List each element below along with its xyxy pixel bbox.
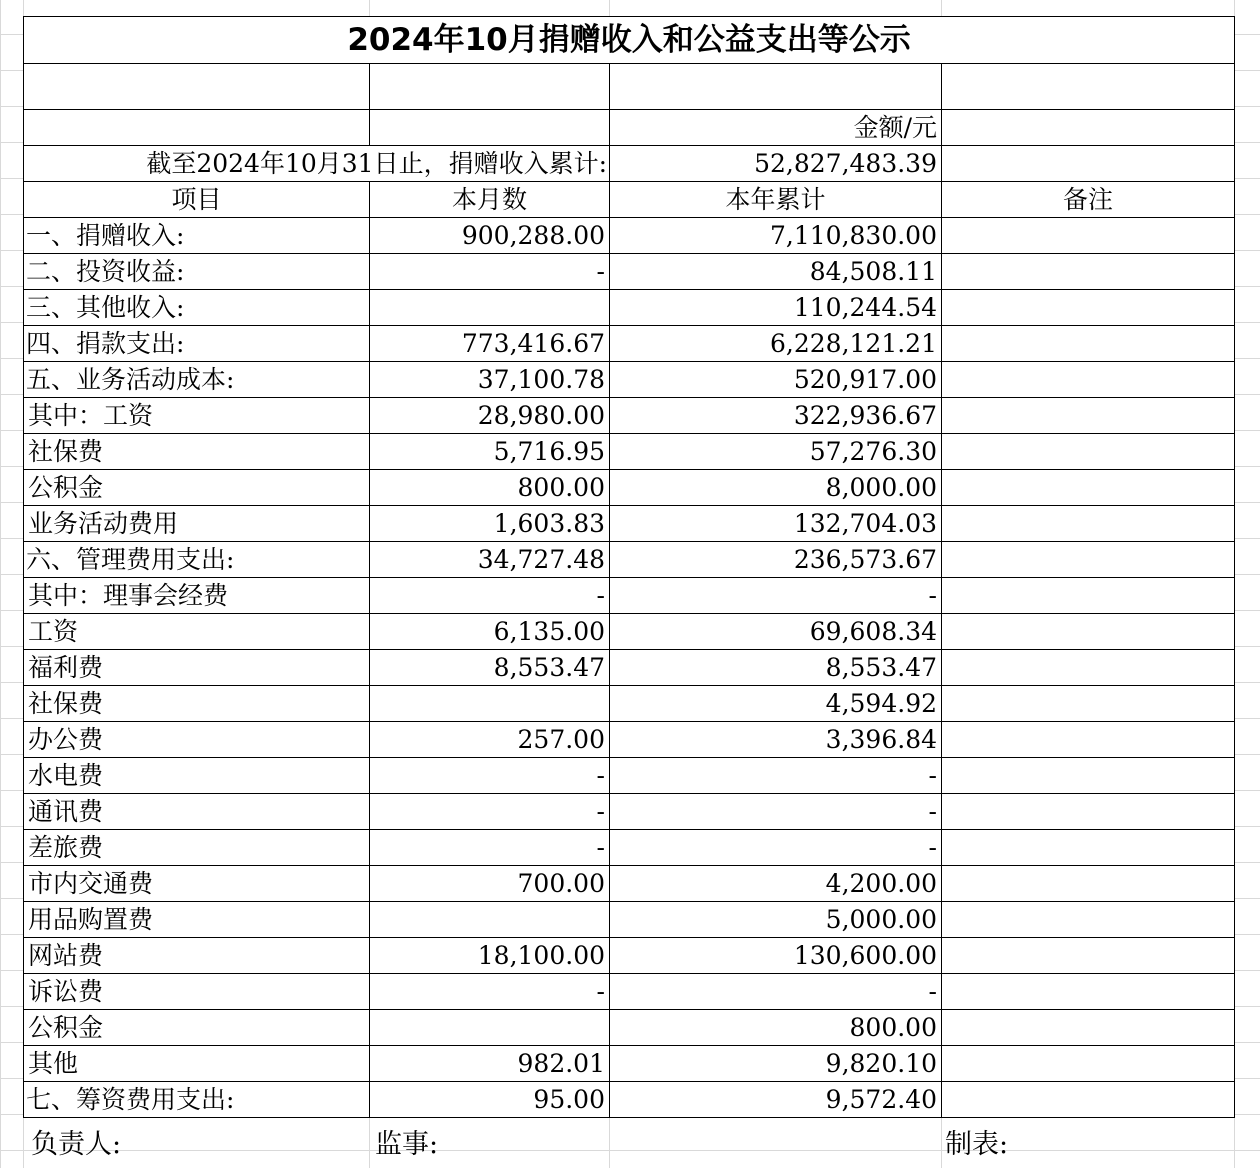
table-row	[24, 326, 1235, 362]
table-row	[24, 650, 1235, 686]
note-cell[interactable]	[942, 362, 1235, 398]
note-cell[interactable]	[942, 1082, 1235, 1118]
table-row	[24, 1046, 1235, 1082]
table-row	[24, 938, 1235, 974]
year-value[interactable]: 4,200.00	[610, 866, 942, 902]
note-cell[interactable]	[942, 1046, 1235, 1082]
table-row	[24, 722, 1235, 758]
month-value[interactable]: 6,135.00	[370, 614, 610, 650]
note-cell[interactable]	[942, 650, 1235, 686]
year-value[interactable]: 9,820.10	[610, 1046, 942, 1082]
table-row	[24, 218, 1235, 254]
month-value[interactable]: 700.00	[370, 866, 610, 902]
note-cell[interactable]	[942, 578, 1235, 614]
supervisor-label[interactable]: 监事:	[375, 1129, 439, 1160]
row-label[interactable]: 福利费	[24, 650, 370, 686]
cell[interactable]	[24, 110, 370, 146]
month-value[interactable]: 1,603.83	[370, 506, 610, 542]
title-row	[24, 17, 1235, 64]
cell[interactable]	[942, 110, 1235, 146]
row-label[interactable]: 差旅费	[24, 830, 370, 866]
table-row	[24, 290, 1235, 326]
note-cell[interactable]	[942, 254, 1235, 290]
month-value[interactable]: -	[370, 254, 610, 290]
table-row	[24, 506, 1235, 542]
cell[interactable]	[370, 110, 610, 146]
header-note[interactable]: 备注	[942, 182, 1235, 218]
cell[interactable]	[942, 64, 1235, 110]
month-value[interactable]: 257.00	[370, 722, 610, 758]
note-cell[interactable]	[942, 326, 1235, 362]
month-value[interactable]: 982.01	[370, 1046, 610, 1082]
report-table	[23, 16, 1235, 1118]
month-value[interactable]: -	[370, 794, 610, 830]
header-month[interactable]: 本月数	[370, 182, 610, 218]
month-value[interactable]	[370, 902, 610, 938]
row-label[interactable]: 办公费	[24, 722, 370, 758]
year-value[interactable]: -	[610, 758, 942, 794]
grid-column-line	[369, 1120, 370, 1168]
year-value[interactable]: 9,572.40	[610, 1082, 942, 1118]
row-label[interactable]: 市内交通费	[24, 866, 370, 902]
table-row	[24, 614, 1235, 650]
table-row	[24, 686, 1235, 722]
note-cell[interactable]	[942, 758, 1235, 794]
note-cell[interactable]	[942, 938, 1235, 974]
note-cell[interactable]	[942, 902, 1235, 938]
year-value[interactable]: 236,573.67	[610, 542, 942, 578]
year-value[interactable]: 8,553.47	[610, 650, 942, 686]
year-value[interactable]: 4,594.92	[610, 686, 942, 722]
row-label[interactable]: 一、捐赠收入:	[24, 218, 370, 254]
year-value[interactable]: 130,600.00	[610, 938, 942, 974]
note-cell[interactable]	[942, 794, 1235, 830]
note-cell[interactable]	[942, 542, 1235, 578]
cell[interactable]	[370, 64, 610, 110]
month-value[interactable]: 37,100.78	[370, 362, 610, 398]
row-label[interactable]: 通讯费	[24, 794, 370, 830]
note-cell[interactable]	[942, 434, 1235, 470]
note-cell[interactable]	[942, 506, 1235, 542]
note-cell[interactable]	[942, 218, 1235, 254]
month-value[interactable]: 28,980.00	[370, 398, 610, 434]
row-label[interactable]: 水电费	[24, 758, 370, 794]
blank-row	[24, 64, 1235, 110]
table-row	[24, 542, 1235, 578]
note-cell[interactable]	[942, 974, 1235, 1010]
year-value[interactable]: 84,508.11	[610, 254, 942, 290]
table-row	[24, 794, 1235, 830]
header-item[interactable]: 项目	[24, 182, 370, 218]
month-value[interactable]: 800.00	[370, 470, 610, 506]
row-label[interactable]: 业务活动费用	[24, 506, 370, 542]
report-title[interactable]: 2024年10月捐赠收入和公益支出等公示	[24, 17, 1235, 64]
unit-row	[24, 110, 1235, 146]
cumulative-label[interactable]: 截至2024年10月31日止，捐赠收入累计:	[24, 146, 610, 182]
responsible-label[interactable]: 负责人:	[31, 1129, 122, 1160]
row-label[interactable]: 六、管理费用支出:	[24, 542, 370, 578]
signature-footer	[23, 1120, 1234, 1168]
table-row	[24, 830, 1235, 866]
table-row	[24, 434, 1235, 470]
header-row	[24, 182, 1235, 218]
table-row	[24, 1082, 1235, 1118]
year-value[interactable]: 520,917.00	[610, 362, 942, 398]
row-label[interactable]: 七、筹资费用支出:	[24, 1082, 370, 1118]
table-row	[24, 362, 1235, 398]
row-label[interactable]: 网站费	[24, 938, 370, 974]
year-value[interactable]: 69,608.34	[610, 614, 942, 650]
year-value[interactable]: 322,936.67	[610, 398, 942, 434]
year-value[interactable]: 110,244.54	[610, 290, 942, 326]
row-label[interactable]: 用品购置费	[24, 902, 370, 938]
note-cell[interactable]	[942, 614, 1235, 650]
cell[interactable]	[610, 64, 942, 110]
row-label[interactable]: 公积金	[24, 470, 370, 506]
grid-column-line	[609, 1120, 610, 1168]
month-value[interactable]: -	[370, 758, 610, 794]
year-value[interactable]: -	[610, 578, 942, 614]
cell[interactable]	[24, 64, 370, 110]
month-value[interactable]: -	[370, 974, 610, 1010]
month-value[interactable]: 5,716.95	[370, 434, 610, 470]
cumulative-value[interactable]: 52,827,483.39	[610, 146, 942, 182]
year-value[interactable]: 7,110,830.00	[610, 218, 942, 254]
table-row	[24, 902, 1235, 938]
note-cell[interactable]	[942, 830, 1235, 866]
note-cell[interactable]	[942, 866, 1235, 902]
note-cell[interactable]	[942, 398, 1235, 434]
month-value[interactable]	[370, 290, 610, 326]
table-row	[24, 578, 1235, 614]
year-value[interactable]: 57,276.30	[610, 434, 942, 470]
month-value[interactable]: 95.00	[370, 1082, 610, 1118]
row-label[interactable]: 工资	[24, 614, 370, 650]
month-value[interactable]	[370, 1010, 610, 1046]
row-label[interactable]: 二、投资收益:	[24, 254, 370, 290]
table-row	[24, 758, 1235, 794]
row-label[interactable]: 其中：理事会经费	[24, 578, 370, 614]
table-row	[24, 866, 1235, 902]
row-label[interactable]: 三、其他收入:	[24, 290, 370, 326]
row-label[interactable]: 其他	[24, 1046, 370, 1082]
year-value[interactable]: 3,396.84	[610, 722, 942, 758]
month-value[interactable]: 34,727.48	[370, 542, 610, 578]
month-value[interactable]: 773,416.67	[370, 326, 610, 362]
month-value[interactable]: -	[370, 830, 610, 866]
year-value[interactable]: 5,000.00	[610, 902, 942, 938]
unit-label[interactable]: 金额/元	[610, 110, 942, 146]
table-row	[24, 974, 1235, 1010]
month-value[interactable]: 900,288.00	[370, 218, 610, 254]
note-cell[interactable]	[942, 722, 1235, 758]
year-value[interactable]: 800.00	[610, 1010, 942, 1046]
row-label[interactable]: 四、捐款支出:	[24, 326, 370, 362]
row-label[interactable]: 社保费	[24, 686, 370, 722]
preparer-label[interactable]: 制表:	[945, 1129, 1009, 1160]
row-label[interactable]: 其中：工资	[24, 398, 370, 434]
year-value[interactable]: -	[610, 830, 942, 866]
year-value[interactable]: 132,704.03	[610, 506, 942, 542]
year-value[interactable]: 6,228,121.21	[610, 326, 942, 362]
note-cell[interactable]	[942, 1010, 1235, 1046]
cumulative-row	[24, 146, 1235, 182]
header-year[interactable]: 本年累计	[610, 182, 942, 218]
row-label[interactable]: 五、业务活动成本:	[24, 362, 370, 398]
table-row	[24, 1010, 1235, 1046]
table-row	[24, 470, 1235, 506]
note-cell[interactable]	[942, 470, 1235, 506]
row-label[interactable]: 社保费	[24, 434, 370, 470]
year-value[interactable]: 8,000.00	[610, 470, 942, 506]
month-value[interactable]: 18,100.00	[370, 938, 610, 974]
month-value[interactable]: -	[370, 578, 610, 614]
month-value[interactable]: 8,553.47	[370, 650, 610, 686]
row-label[interactable]: 诉讼费	[24, 974, 370, 1010]
cell[interactable]	[942, 146, 1235, 182]
note-cell[interactable]	[942, 290, 1235, 326]
table-row	[24, 254, 1235, 290]
month-value[interactable]	[370, 686, 610, 722]
note-cell[interactable]	[942, 686, 1235, 722]
year-value[interactable]: -	[610, 794, 942, 830]
row-label[interactable]: 公积金	[24, 1010, 370, 1046]
grid-column-line	[941, 1120, 942, 1168]
table-row	[24, 398, 1235, 434]
year-value[interactable]: -	[610, 974, 942, 1010]
